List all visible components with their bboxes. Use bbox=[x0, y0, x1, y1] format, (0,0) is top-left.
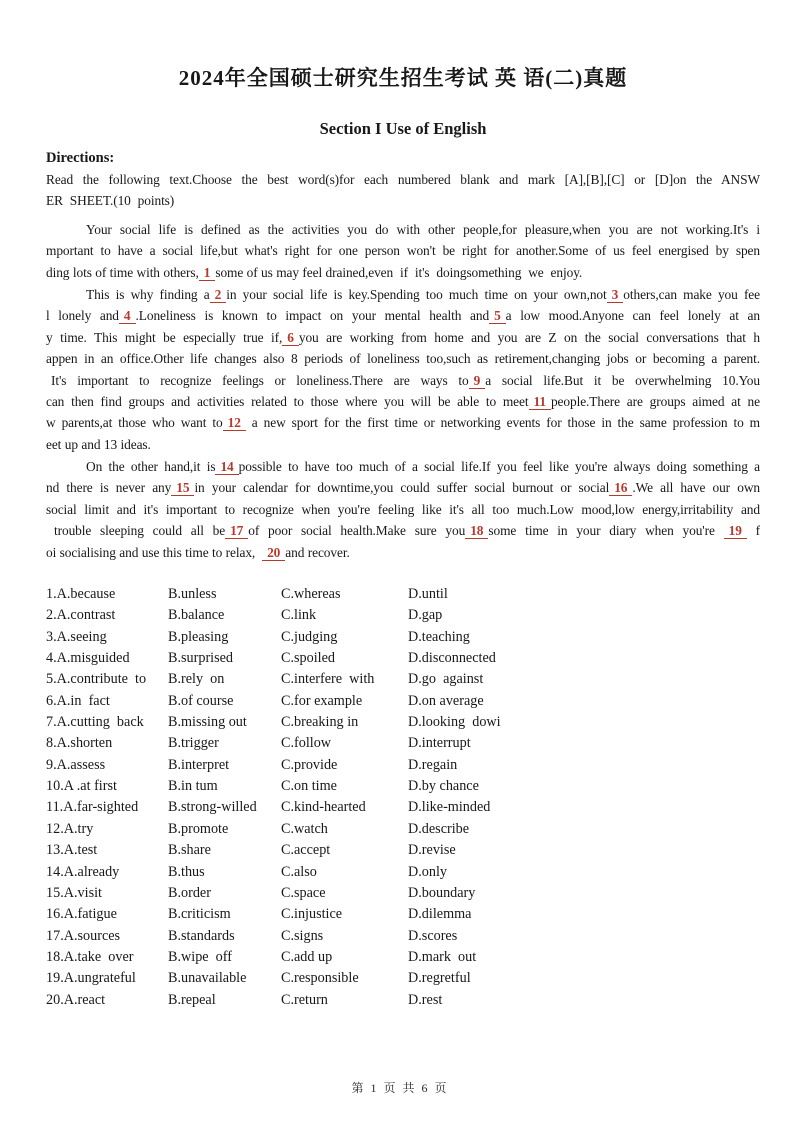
blank-1: 1 bbox=[199, 265, 216, 281]
option-d: D.gap bbox=[408, 607, 443, 624]
option-number-a: 6.A.in fact bbox=[46, 692, 110, 709]
option-d: D.go against bbox=[408, 671, 484, 688]
option-b: B.thus bbox=[168, 863, 205, 880]
option-row bbox=[46, 819, 760, 840]
option-b: B.interpret bbox=[168, 756, 230, 773]
text-line: oi socialising and use this time to relax, 20 and recover. bbox=[46, 544, 350, 560]
option-row bbox=[46, 776, 760, 797]
option-number-a: 19.A.ungrateful bbox=[46, 970, 136, 987]
option-b: B.of course bbox=[168, 692, 234, 709]
option-row bbox=[46, 605, 760, 626]
option-number-a: 2.A.contrast bbox=[46, 607, 116, 624]
option-c: C.signs bbox=[281, 927, 324, 944]
option-c: C.space bbox=[281, 884, 326, 901]
blank-4: 4 bbox=[119, 308, 136, 324]
option-row bbox=[46, 755, 760, 776]
option-c: C.on time bbox=[281, 778, 337, 795]
option-b: B.strong-willed bbox=[168, 799, 257, 816]
option-c: C.judging bbox=[281, 628, 338, 645]
option-d: D.revise bbox=[408, 842, 456, 859]
text-line: social limit and it's important to recognize when you're feeling like it's all too much.Low mood,low energy,irritability and bbox=[46, 501, 760, 517]
page-footer: 第 1 页 共 6 页 bbox=[351, 1081, 449, 1095]
blank-16: 16 bbox=[609, 480, 632, 496]
option-row bbox=[46, 648, 760, 669]
option-number-a: 18.A.take over bbox=[46, 948, 134, 965]
option-number-a: 1.A.because bbox=[46, 586, 116, 603]
option-number-a: 5.A.contribute to bbox=[46, 671, 147, 688]
option-row bbox=[46, 797, 760, 818]
blank-20: 20 bbox=[262, 545, 285, 561]
options-list bbox=[46, 584, 760, 1011]
option-number-a: 8.A.shorten bbox=[46, 735, 113, 752]
option-b: B.share bbox=[168, 842, 211, 859]
option-c: C.watch bbox=[281, 820, 328, 837]
option-b: B.balance bbox=[168, 607, 225, 624]
option-b: B.criticism bbox=[168, 906, 231, 923]
option-d: D.regain bbox=[408, 756, 458, 773]
option-c: C.link bbox=[281, 607, 317, 624]
blank-11: 11 bbox=[529, 394, 551, 410]
option-d: D.disconnected bbox=[408, 650, 496, 667]
text-line: appen in an office.Other life changes also 8 periods of loneliness too,such as retirement,changing jobs or becoming a parent. bbox=[46, 351, 760, 367]
option-d: D.like-minded bbox=[408, 799, 491, 816]
option-row bbox=[46, 840, 760, 861]
option-c: C.whereas bbox=[281, 586, 341, 603]
option-number-a: 14.A.already bbox=[46, 863, 120, 880]
option-row bbox=[46, 669, 760, 690]
option-number-a: 9.A.assess bbox=[46, 756, 106, 773]
option-number-a: 10.A .at first bbox=[46, 778, 117, 795]
option-row bbox=[46, 712, 760, 733]
section-heading: Section I Use of English bbox=[319, 119, 487, 138]
option-d: D.scores bbox=[408, 927, 458, 944]
blank-18: 18 bbox=[465, 523, 488, 539]
text-line: trouble sleeping could all be 17 of poor social health.Make sure you 18 some time in your diary when you're 19 f bbox=[54, 523, 760, 539]
text-line: can then find groups and activities related to those where you will be able to meet 11 people.There are groups aimed at ne bbox=[46, 393, 760, 409]
option-c: C.provide bbox=[281, 756, 338, 773]
option-b: B.unless bbox=[168, 586, 217, 603]
blank-17: 17 bbox=[225, 523, 248, 539]
blank-2: 2 bbox=[210, 287, 227, 303]
blank-6: 6 bbox=[282, 330, 299, 346]
text-line: w parents,at those who want to 12 a new sport for the first time or networking events for those in the same profession to m bbox=[46, 415, 760, 431]
option-b: B.repeal bbox=[168, 991, 216, 1008]
blank-19: 19 bbox=[724, 523, 747, 539]
option-number-a: 20.A.react bbox=[46, 991, 106, 1008]
text-line: Read the following text.Choose the best word(s)for each numbered blank and mark [A],[B],[C] or [D]on the ANSW bbox=[46, 172, 760, 187]
option-number-a: 17.A.sources bbox=[46, 927, 121, 944]
option-row bbox=[46, 926, 760, 947]
text-line: eet up and 13 ideas. bbox=[46, 436, 151, 452]
blank-5: 5 bbox=[489, 308, 506, 324]
option-d: D.describe bbox=[408, 820, 470, 837]
option-c: C.accept bbox=[281, 842, 331, 859]
option-d: D.on average bbox=[408, 692, 484, 709]
option-b: B.order bbox=[168, 884, 211, 901]
option-number-a: 11.A.far-sighted bbox=[46, 799, 139, 816]
option-row bbox=[46, 990, 760, 1011]
option-c: C.breaking in bbox=[281, 714, 359, 731]
option-row bbox=[46, 691, 760, 712]
option-row bbox=[46, 862, 760, 883]
option-number-a: 3.A.seeing bbox=[46, 628, 107, 645]
directions-label: Directions: bbox=[46, 150, 115, 166]
option-b: B.surprised bbox=[168, 650, 234, 667]
option-b: B.unavailable bbox=[168, 970, 247, 987]
option-row bbox=[46, 968, 760, 989]
option-b: B.in tum bbox=[168, 778, 218, 795]
text-line: Your social life is defined as the activities you do with other people,for pleasure,when you are not working.It's i bbox=[86, 221, 760, 237]
option-c: C.add up bbox=[281, 948, 333, 965]
option-number-a: 15.A.visit bbox=[46, 884, 102, 901]
option-row bbox=[46, 947, 760, 968]
option-c: C.for example bbox=[281, 692, 363, 709]
blank-15: 15 bbox=[171, 480, 194, 496]
page-title: 2024年全国硕士研究生招生考试 英 语(二)真题 bbox=[178, 66, 628, 90]
text-line: It's important to recognize feelings or loneliness.There are ways to 9 a social life.But it be overwhelming 10.You bbox=[51, 372, 760, 388]
option-row bbox=[46, 883, 760, 904]
text-line: This is why finding a 2 in your social life is key.Spending too much time on your own,not 3 others,can make you fee bbox=[86, 286, 760, 302]
option-c: C.kind-hearted bbox=[281, 799, 366, 816]
option-d: D.rest bbox=[408, 991, 443, 1008]
option-row bbox=[46, 584, 760, 605]
option-c: C.spoiled bbox=[281, 650, 335, 667]
blank-9: 9 bbox=[469, 373, 486, 389]
text-line: mportant to have a social life,but what's right for one person won't be right for another.Some of us feel energised by spen bbox=[46, 243, 760, 259]
option-d: D.only bbox=[408, 863, 448, 880]
paragraph-1 bbox=[46, 219, 760, 283]
blank-14: 14 bbox=[215, 459, 238, 475]
option-d: D.looking dowi bbox=[408, 714, 501, 731]
option-b: B.rely on bbox=[168, 671, 225, 688]
text-line: y time. This might be especially true if, 6 you are working from home and you are Z on the social conversations that h bbox=[46, 329, 760, 345]
option-b: B.wipe off bbox=[168, 948, 232, 965]
option-row bbox=[46, 627, 760, 648]
option-number-a: 4.A.misguided bbox=[46, 650, 130, 667]
option-d: D.until bbox=[408, 586, 448, 603]
option-d: D.dilemma bbox=[408, 906, 472, 923]
option-number-a: 16.A.fatigue bbox=[46, 906, 117, 923]
text-line: ding lots of time with others, 1 some of us may feel drained,even if it's doingsomething we enjoy. bbox=[46, 264, 583, 280]
text-line: On the other hand,it is 14 possible to have too much of a social life.If you feel like you're always doing something a bbox=[86, 459, 760, 475]
paragraph-2 bbox=[46, 284, 760, 455]
option-c: C.interfere with bbox=[281, 671, 375, 688]
text-line: nd there is never any 15 in your calendar for downtime,you could suffer social burnout or social 16 .We all have our own bbox=[46, 480, 760, 496]
option-c: C.follow bbox=[281, 735, 332, 752]
option-number-a: 12.A.try bbox=[46, 820, 94, 837]
option-d: D.interrupt bbox=[408, 735, 471, 752]
option-number-a: 7.A.cutting back bbox=[46, 714, 144, 731]
option-d: D.teaching bbox=[408, 628, 470, 645]
option-d: D.regretful bbox=[408, 970, 471, 987]
blank-12: 12 bbox=[223, 415, 246, 431]
option-d: D.by chance bbox=[408, 778, 479, 795]
option-row bbox=[46, 733, 760, 754]
text-line: l lonely and 4 .Loneliness is known to impact on your mental health and 5 a low mood.Anyone can feel lonely at an bbox=[46, 308, 760, 324]
option-d: D.mark out bbox=[408, 948, 477, 965]
option-d: D.boundary bbox=[408, 884, 476, 901]
option-c: C.also bbox=[281, 863, 317, 880]
blank-3: 3 bbox=[607, 287, 624, 303]
option-c: C.injustice bbox=[281, 906, 343, 923]
directions-text bbox=[46, 169, 760, 212]
option-row bbox=[46, 904, 760, 925]
option-c: C.return bbox=[281, 991, 328, 1008]
option-b: B.promote bbox=[168, 820, 229, 837]
option-b: B.missing out bbox=[168, 714, 247, 731]
option-b: B.trigger bbox=[168, 735, 219, 752]
option-c: C.responsible bbox=[281, 970, 359, 987]
option-b: B.standards bbox=[168, 927, 235, 944]
paragraph-3 bbox=[46, 456, 760, 563]
text-line: ER SHEET.(10 points) bbox=[46, 193, 175, 209]
option-b: B.pleasing bbox=[168, 628, 229, 645]
option-number-a: 13.A.test bbox=[46, 842, 98, 859]
